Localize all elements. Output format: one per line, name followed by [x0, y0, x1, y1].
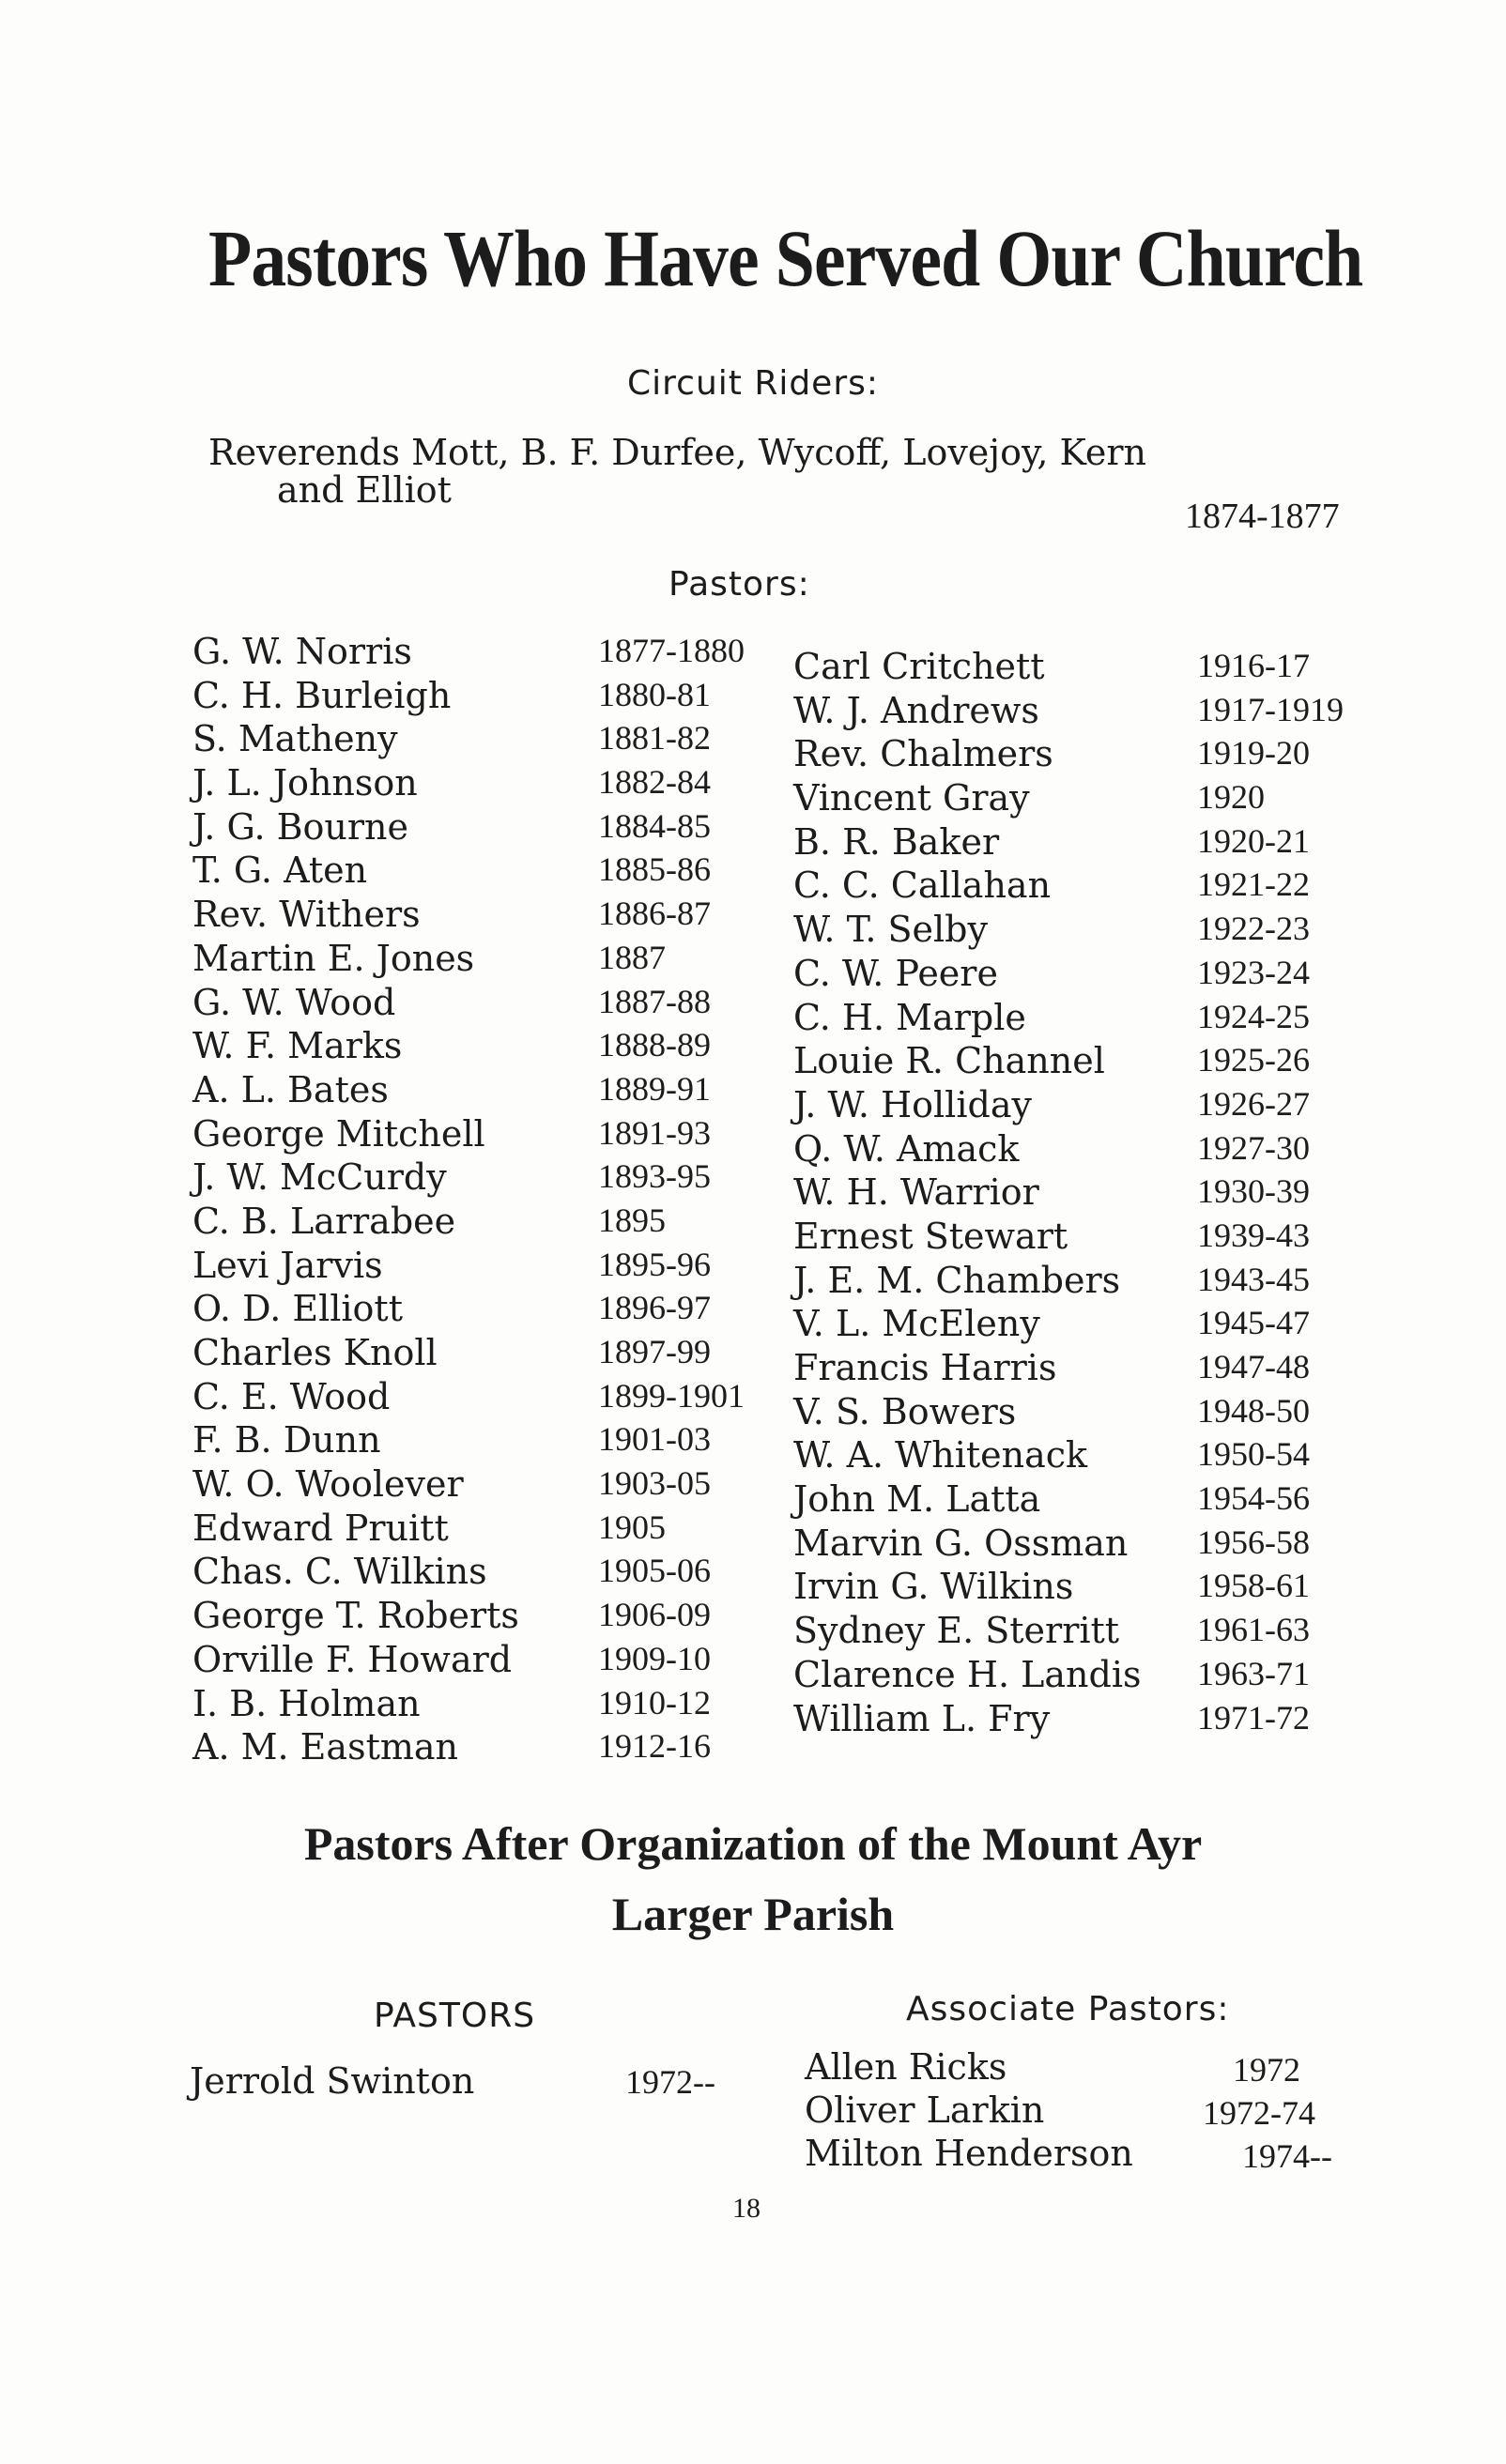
pastor-name: Irvin G. Wilkins	[793, 1566, 1074, 1608]
pastor-name: Q. W. Amack	[793, 1127, 1020, 1170]
pastor-years: 1920	[1197, 778, 1265, 817]
pastor-years: 1922-23	[1197, 910, 1310, 948]
pastor-name: C. H. Burleigh	[192, 674, 452, 716]
larger-parish-heading-line2: Larger Parish	[611, 1888, 895, 1940]
pastor-years: 1947-48	[1197, 1348, 1310, 1385]
pastor-row	[793, 953, 1357, 997]
pastor-row	[793, 1303, 1357, 1347]
pastor-name: G. W. Wood	[192, 981, 396, 1023]
pastor-years: 1881-82	[598, 719, 711, 758]
pastor-row	[793, 733, 1357, 777]
pastor-row	[793, 1040, 1357, 1084]
associate-name: Allen Ricks	[805, 2046, 1007, 2088]
pastor-row	[192, 806, 775, 850]
pastor-years: 1909-10	[598, 1639, 711, 1677]
pastor-row	[192, 1551, 775, 1595]
pastor-name: T. G. Aten	[192, 849, 368, 892]
pastor-name: W. A. Whitenack	[793, 1434, 1088, 1477]
pastor-years: 1906-09	[598, 1596, 711, 1634]
pastors-heading: Pastors:	[668, 565, 810, 604]
pastor-row	[192, 1288, 775, 1332]
pastor-years: 1920-21	[1197, 821, 1310, 860]
pastor-name: Marvin G. Ossman	[793, 1522, 1129, 1564]
pastor-name: V. L. McEleny	[793, 1303, 1040, 1345]
pastor-years: 1888-89	[598, 1026, 711, 1064]
associate-name: Milton Henderson	[805, 2133, 1133, 2174]
parish-pastor-years: 1972--	[625, 2063, 715, 2101]
pastor-years: 1925-26	[1197, 1041, 1310, 1079]
pastor-name: Martin E. Jones	[192, 937, 475, 979]
pastor-name: C. B. Larrabee	[192, 1200, 456, 1242]
pastor-years: 1905	[598, 1507, 666, 1546]
pastor-years: 1948-50	[1197, 1391, 1310, 1430]
pastor-name: S. Matheny	[192, 718, 398, 760]
pastor-row	[793, 1216, 1357, 1260]
pastor-row	[793, 1347, 1357, 1391]
pastor-row	[793, 1260, 1357, 1304]
pastor-row	[793, 646, 1357, 690]
pastor-row	[192, 1201, 775, 1245]
pastor-name: Chas. C. Wilkins	[192, 1551, 487, 1593]
pastor-row	[192, 762, 775, 806]
pastor-name: A. M. Eastman	[192, 1726, 458, 1768]
pastor-name: George T. Roberts	[192, 1595, 519, 1637]
pastors-list-left	[192, 631, 775, 1770]
pastor-years: 1917-1919	[1197, 690, 1344, 728]
pastor-name: Rev. Withers	[192, 894, 421, 936]
page-title: Pastors Who Have Served Our Church	[208, 213, 1363, 303]
pastor-name: J. G. Bourne	[192, 805, 409, 848]
pastor-years: 1895	[598, 1201, 666, 1239]
circuit-riders-heading: Circuit Riders:	[627, 364, 880, 403]
pastor-row	[192, 1025, 775, 1069]
pastor-name: C. C. Callahan	[793, 865, 1052, 907]
pastor-row	[793, 865, 1357, 909]
pastor-name: B. R. Baker	[793, 820, 1000, 863]
pastor-years: 1923-24	[1197, 953, 1310, 991]
pastor-row	[192, 631, 775, 675]
pastor-years: 1924-25	[1197, 997, 1310, 1035]
circuit-riders-names-line2: and Elliot	[277, 469, 452, 511]
pastor-row	[793, 1478, 1357, 1523]
pastor-years: 1954-56	[1197, 1479, 1310, 1518]
pastor-name: O. D. Elliott	[192, 1288, 403, 1330]
pastor-name: C. E. Wood	[192, 1375, 391, 1417]
associate-years: 1974--	[1242, 2137, 1332, 2175]
pastor-row	[192, 1069, 775, 1113]
pastor-years: 1895-96	[598, 1245, 711, 1283]
pastor-name: A. L. Bates	[192, 1068, 389, 1110]
pastor-years: 1958-61	[1197, 1567, 1310, 1605]
pastor-name: W. T. Selby	[793, 909, 988, 951]
associate-years: 1972-74	[1203, 2094, 1315, 2132]
pastor-years: 1971-72	[1197, 1698, 1310, 1737]
associate-name: Oliver Larkin	[805, 2089, 1045, 2131]
pastor-years: 1903-05	[598, 1464, 711, 1503]
pastor-row	[793, 690, 1357, 734]
pastor-row	[793, 997, 1357, 1041]
pastor-years: 1945-47	[1197, 1304, 1310, 1342]
pastor-name: George Mitchell	[192, 1112, 485, 1155]
pastor-years: 1950-54	[1197, 1435, 1310, 1474]
pastor-years: 1943-45	[1197, 1260, 1310, 1298]
pastor-name: J. W. Holliday	[793, 1083, 1032, 1125]
pastor-row	[192, 718, 775, 762]
larger-parish-pastors-label: PASTORS	[374, 1997, 536, 2035]
pastor-years: 1882-84	[598, 763, 711, 802]
pastor-row	[192, 1507, 775, 1552]
pastor-years: 1893-95	[598, 1157, 711, 1196]
pastor-years: 1880-81	[598, 675, 711, 713]
pastor-name: Orville F. Howard	[192, 1638, 513, 1680]
pastor-name: Vincent Gray	[793, 777, 1030, 819]
pastor-years: 1912-16	[598, 1727, 711, 1766]
pastor-row	[793, 1566, 1357, 1610]
pastor-row	[192, 1376, 775, 1420]
pastor-name: Rev. Chalmers	[793, 733, 1053, 775]
pastor-years: 1921-22	[1197, 865, 1310, 904]
parish-pastor-name: Jerrold Swinton	[190, 2060, 475, 2102]
pastor-years: 1885-86	[598, 850, 711, 889]
page-number: 18	[732, 2193, 761, 2224]
pastor-years: 1887-88	[598, 982, 711, 1020]
pastor-name: Francis Harris	[793, 1347, 1057, 1388]
circuit-riders-names-line1: Reverends Mott, B. F. Durfee, Wycoff, Lovejoy, Kern	[208, 432, 1147, 473]
pastor-years: 1930-39	[1197, 1172, 1310, 1211]
pastor-row	[793, 1128, 1357, 1172]
pastor-name: Levi Jarvis	[192, 1244, 383, 1286]
associate-pastors-label: Associate Pastors:	[906, 1990, 1230, 2028]
pastor-years: 1927-30	[1197, 1128, 1310, 1167]
pastor-name: F. B. Dunn	[192, 1419, 381, 1462]
pastor-row	[192, 938, 775, 982]
pastor-row	[192, 1463, 775, 1507]
pastor-name: W. J. Andrews	[793, 689, 1039, 731]
circuit-riders-years: 1874-1877	[1185, 497, 1340, 536]
pastor-name: Edward Pruitt	[192, 1507, 449, 1549]
pastor-row	[793, 821, 1357, 865]
pastor-row	[192, 1683, 775, 1727]
pastor-row	[192, 1419, 775, 1463]
pastor-years: 1916-17	[1197, 647, 1310, 684]
pastor-years: 1896-97	[598, 1289, 711, 1327]
larger-parish-heading-line1: Pastors After Organization of the Mount Ayr	[303, 1817, 1203, 1870]
pastor-name: John M. Latta	[793, 1478, 1041, 1521]
pastor-row	[793, 1084, 1357, 1128]
pastor-years: 1939-43	[1197, 1216, 1310, 1254]
pastor-years: 1886-87	[598, 895, 711, 933]
pastor-row	[192, 675, 775, 719]
pastor-row	[793, 1610, 1357, 1654]
pastor-years: 1901-03	[598, 1420, 711, 1459]
pastor-name: Carl Critchett	[793, 646, 1045, 687]
pastor-name: W. F. Marks	[192, 1025, 403, 1067]
pastor-years: 1887	[598, 938, 666, 976]
pastor-years: 1919-20	[1197, 734, 1310, 773]
pastor-row	[793, 777, 1357, 821]
pastor-row	[192, 1595, 775, 1639]
pastor-row	[192, 1245, 775, 1289]
pastor-name: W. H. Warrior	[793, 1171, 1039, 1214]
pastor-row	[192, 1726, 775, 1770]
pastor-years: 1891-93	[598, 1113, 711, 1152]
pastor-name: V. S. Bowers	[793, 1390, 1017, 1432]
pastor-row	[192, 894, 775, 938]
pastor-name: Ernest Stewart	[793, 1215, 1068, 1257]
pastor-row	[793, 1391, 1357, 1435]
pastor-name: William L. Fry	[793, 1697, 1051, 1739]
pastor-row	[793, 1434, 1357, 1478]
pastor-name: Clarence H. Landis	[793, 1653, 1142, 1695]
pastor-row	[793, 1523, 1357, 1567]
pastor-name: Louie R. Channel	[793, 1040, 1105, 1082]
pastor-row	[793, 909, 1357, 953]
pastor-years: 1899-1901	[598, 1376, 745, 1415]
pastor-name: J. L. Johnson	[192, 762, 418, 804]
pastor-years: 1877-1880	[598, 632, 745, 669]
pastor-name: C. W. Peere	[793, 952, 998, 994]
pastor-row	[793, 1171, 1357, 1216]
pastor-years: 1884-85	[598, 806, 711, 845]
pastor-years: 1910-12	[598, 1683, 711, 1722]
pastor-row	[192, 1156, 775, 1201]
pastor-name: I. B. Holman	[192, 1682, 421, 1724]
pastor-row	[192, 849, 775, 894]
pastor-name: G. W. Norris	[192, 631, 412, 672]
pastor-name: C. H. Marple	[793, 996, 1026, 1038]
pastor-years: 1926-27	[1197, 1084, 1310, 1123]
pastor-row	[192, 982, 775, 1026]
pastor-row	[192, 1113, 775, 1157]
pastor-years: 1905-06	[598, 1552, 711, 1590]
pastor-row	[192, 1332, 775, 1376]
pastor-years: 1897-99	[598, 1333, 711, 1370]
pastor-row	[192, 1639, 775, 1683]
pastor-name: Charles Knoll	[192, 1332, 438, 1373]
pastor-row	[793, 1698, 1357, 1742]
pastor-name: J. W. McCurdy	[192, 1156, 447, 1199]
pastor-years: 1889-91	[598, 1069, 711, 1108]
pastor-row	[793, 1654, 1357, 1698]
pastor-years: 1961-63	[1197, 1611, 1310, 1649]
pastors-list-right	[793, 646, 1357, 1741]
pastor-name: W. O. Woolever	[192, 1463, 464, 1506]
associate-years: 1972	[1233, 2051, 1300, 2089]
pastor-name: Sydney E. Sterritt	[793, 1610, 1120, 1652]
pastor-name: J. E. M. Chambers	[793, 1259, 1121, 1301]
pastor-years: 1956-58	[1197, 1523, 1310, 1561]
pastor-years: 1963-71	[1197, 1654, 1310, 1692]
